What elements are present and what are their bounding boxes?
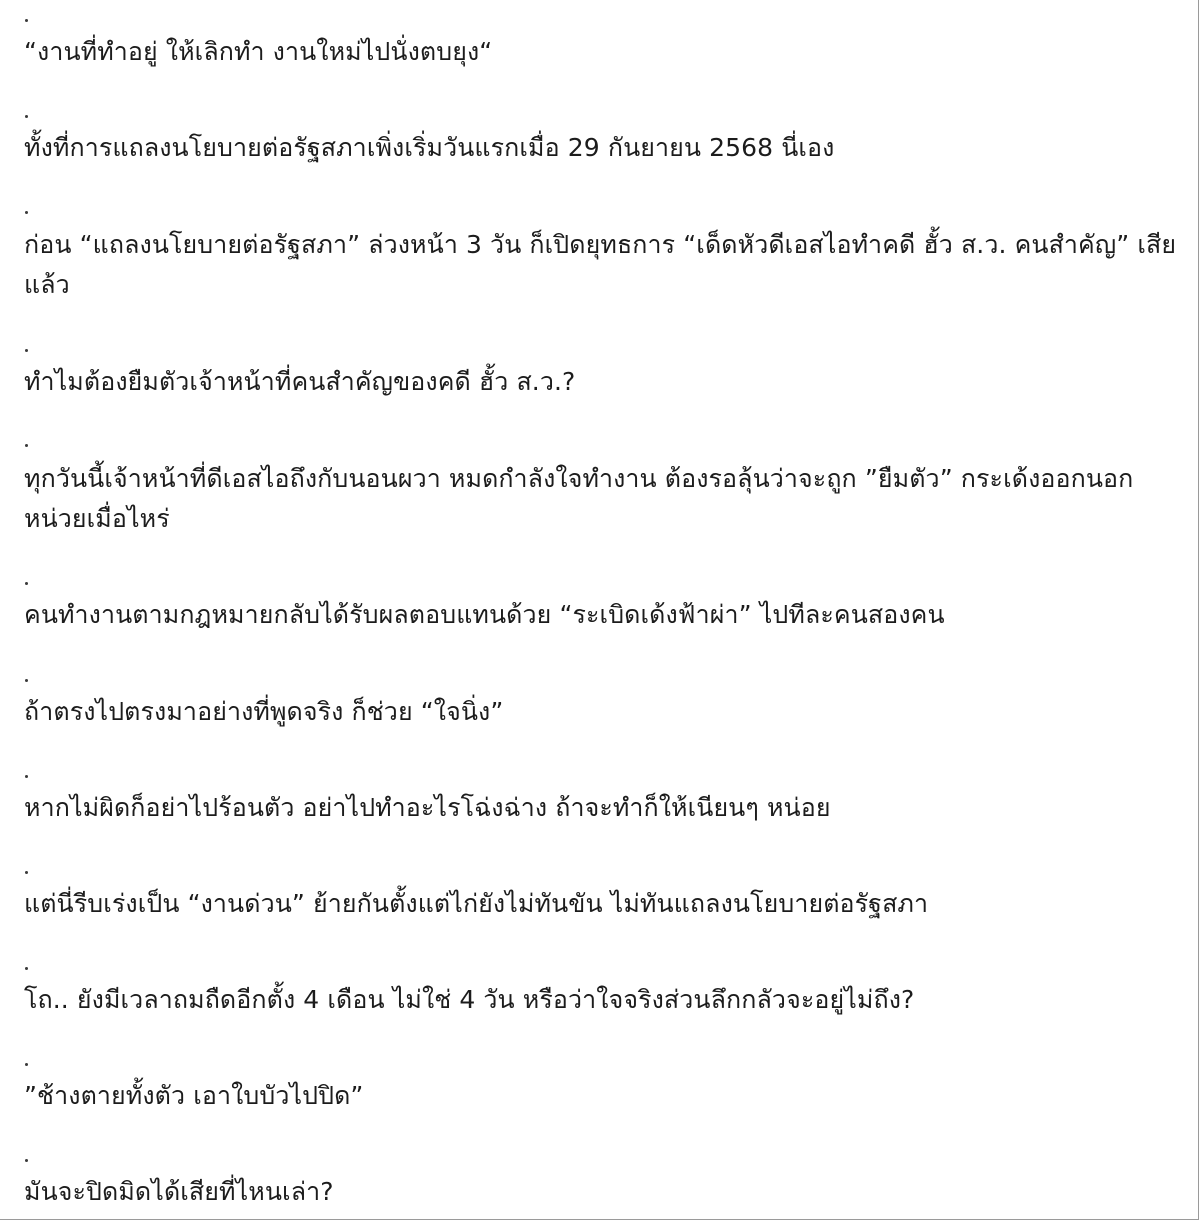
separator-dot	[25, 349, 28, 352]
separator-dot	[25, 582, 28, 585]
paragraph-3: ก่อน “แถลงนโยบายต่อรัฐสภา” ล่วงหน้า 3 วัน ก็เปิดยุทธการ “เด็ดหัวดีเอสไอทำคดี ฮั้ว ส.ว. คนสำคัญ” เสียแล้ว	[24, 230, 1177, 299]
separator-dot	[25, 1063, 28, 1066]
paragraph-4: ทำไมต้องยืมตัวเจ้าหน้าที่คนสำคัญของคดี ฮั้ว ส.ว.?	[24, 367, 576, 396]
separator-dot	[25, 1159, 28, 1162]
separator-dot	[25, 871, 28, 874]
separator-dot	[25, 679, 28, 682]
paragraph-2: ทั้งที่การแถลงนโยบายต่อรัฐสภาเพิ่งเริ่มวันแรกเมื่อ 29 กันยายน 2568 นี่เอง	[24, 133, 835, 162]
paragraph-1: “งานที่ทำอยู่ ให้เลิกทำ งานใหม่ไปนั่งตบยุง“	[24, 37, 493, 66]
separator-dot	[25, 115, 28, 118]
separator-dot	[25, 211, 28, 214]
separator-dot	[25, 19, 28, 22]
separator-dot	[25, 967, 28, 970]
separator-dot	[25, 775, 28, 778]
paragraph-12: มันจะปิดมิดได้เสียที่ไหนเล่า?	[24, 1177, 334, 1206]
paragraph-10: โถ.. ยังมีเวลาถมถืดอีกตั้ง 4 เดือน ไม่ใช่ 4 วัน หรือว่าใจจริงส่วนลึกกลัวจะอยู่ไม่ถึง?	[24, 985, 915, 1014]
paragraph-6: คนทำงานตามกฎหมายกลับได้รับผลตอบแทนด้วย “ระเบิดเด้งฟ้าผ่า” ไปทีละคนสองคน	[24, 600, 945, 629]
paragraph-7: ถ้าตรงไปตรงมาอย่างที่พูดจริง ก็ช่วย “ใจนิ่ง”	[24, 697, 504, 726]
paragraph-11: ”ช้างตายทั้งตัว เอาใบบัวไปปิด”	[24, 1081, 364, 1110]
paragraph-5: ทุกวันนี้เจ้าหน้าที่ดีเอสไอถึงกับนอนผวา หมดกำลังใจทำงาน ต้องรอลุ้นว่าจะถูก ”ยืมตัว” กระเด้งออกนอกหน่วยเมื่อไหร่	[24, 464, 1134, 533]
separator-dot	[25, 444, 28, 447]
paragraph-9: แต่นี่รีบเร่งเป็น “งานด่วน” ย้ายกันตั้งแต่ไก่ยังไม่ทันขัน ไม่ทันแถลงนโยบายต่อรัฐสภา	[24, 889, 929, 918]
paragraph-8: หากไม่ผิดก็อย่าไปร้อนตัว อย่าไปทำอะไรโฉ่งฉ่าง ถ้าจะทำก็ให้เนียนๆ หน่อย	[24, 793, 831, 822]
